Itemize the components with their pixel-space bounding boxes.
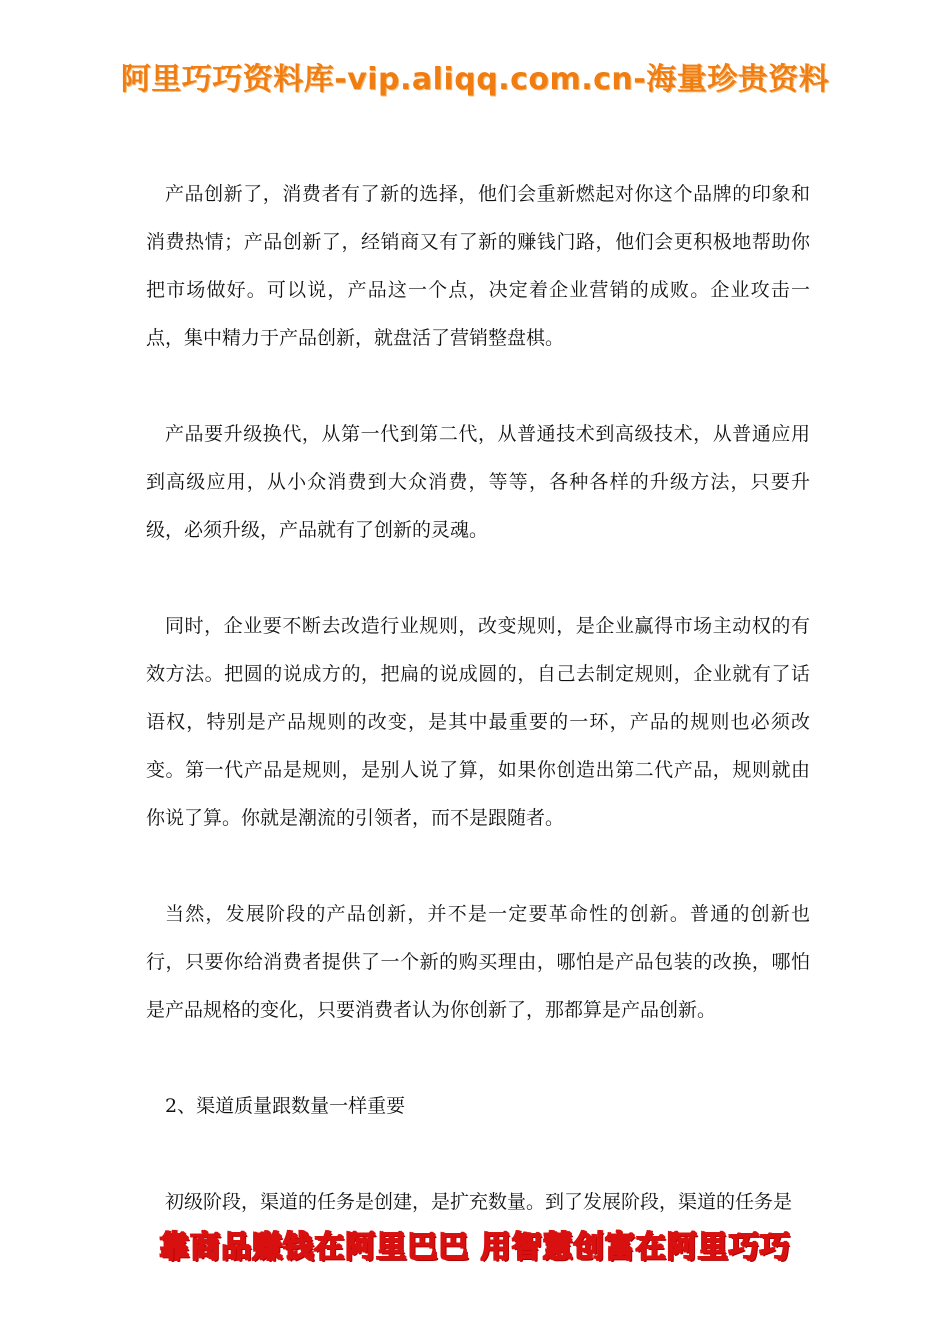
paragraph: 当然，发展阶段的产品创新，并不是一定要革命性的创新。普通的创新也行，只要你给消费者提供了一个新的购买理由，哪怕是产品包装的改换，哪怕是产品规格的变化，只要消费者认为你创新了，那都算是产品创新。 — [146, 903, 810, 1021]
paragraph: 同时，企业要不断去改造行业规则，改变规则，是企业赢得市场主动权的有效方法。把圆的说成方的，把扁的说成圆的，自己去制定规则，企业就有了话语权，特别是产品规则的改变，是其中最重要的一环，产品的规则也必须改变。第一代产品是规则，是别人说了算，如果你创造出第二代产品，规则就由你说了算。你就是潮流的引领者，而不是跟随者。 — [146, 615, 810, 829]
paragraph: 产品创新了，消费者有了新的选择，他们会重新燃起对你这个品牌的印象和消费热情；产品创新了，经销商又有了新的赚钱门路，他们会更积极地帮助你把市场做好。可以说，产品这一个点，决定着企业营销的成败。企业攻击一点，集中精力于产品创新，就盘活了营销整盘棋。 — [146, 183, 810, 349]
section-heading: 2、渠道质量跟数量一样重要 — [165, 1095, 406, 1117]
footer-banner: 靠商品赚钱在阿里巴巴 用智慧创富在阿里巧巧 — [159, 1230, 791, 1265]
header-banner: 阿里巧巧资料库-vip.aliqq.com.cn-海量珍贵资料 — [120, 62, 830, 97]
paragraph: 初级阶段，渠道的任务是创建，是扩充数量。到了发展阶段，渠道的任务是 — [165, 1191, 793, 1213]
document-body — [146, 170, 810, 1274]
paragraph: 产品要升级换代，从第一代到第二代，从普通技术到高级技术，从普通应用到高级应用，从小众消费到大众消费，等等，各种各样的升级方法，只要升级，必须升级，产品就有了创新的灵魂。 — [146, 423, 810, 541]
